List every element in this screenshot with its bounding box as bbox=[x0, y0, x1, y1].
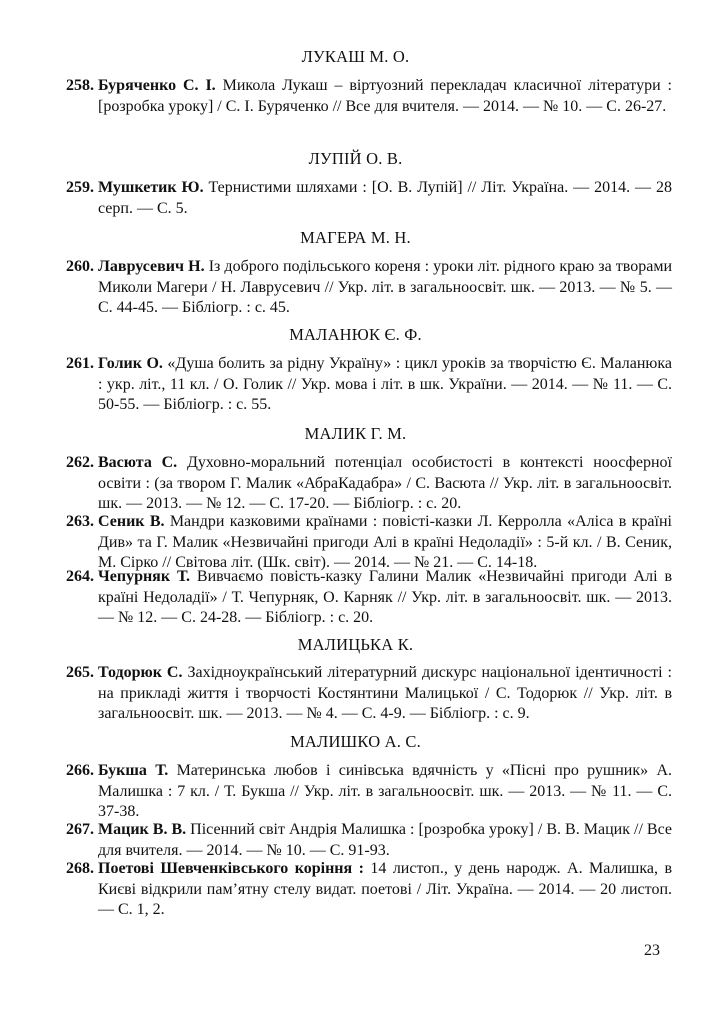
bibliography-entry bbox=[66, 354, 673, 416]
entry-text: Микола Лукаш – віртуозний перекладач класичної літератури : [розробка уроку] / С. І. Буряченко // Все для вчителя. — 2014. — № 10. — С. 26-27. bbox=[98, 77, 672, 115]
bibliography-entry bbox=[66, 76, 672, 117]
entry-number: 264. bbox=[66, 568, 94, 585]
entry-author: Чепурняк Т. bbox=[98, 568, 191, 585]
section-heading: ЛУПІЙ О. В. bbox=[308, 149, 403, 168]
entry-number: 268. bbox=[66, 860, 94, 877]
entry-number: 259. bbox=[66, 179, 94, 196]
bibliography-entry bbox=[66, 761, 672, 823]
entry-number: 261. bbox=[66, 355, 94, 372]
entry-number: 265. bbox=[66, 664, 94, 681]
entry-number: 267. bbox=[66, 821, 94, 838]
entry-number: 258. bbox=[66, 77, 94, 94]
entry-number: 263. bbox=[66, 513, 94, 530]
bibliography-entry bbox=[66, 663, 673, 725]
entry-author: Тодорюк С. bbox=[98, 664, 183, 681]
section-heading: МАЛАНЮК Є. Ф. bbox=[289, 325, 422, 344]
section-heading: МАЛИК Г. М. bbox=[304, 424, 407, 443]
section-heading: МАЛИЦЬКА К. bbox=[297, 635, 414, 654]
section-heading: ЛУКАШ М. О. bbox=[301, 47, 410, 66]
bibliography-entry bbox=[66, 567, 673, 629]
entry-author: Голик О. bbox=[98, 355, 163, 372]
entry-author: Буряченко С. І. bbox=[98, 77, 216, 94]
bibliography-entry bbox=[66, 859, 673, 921]
bibliography-entry bbox=[66, 453, 673, 515]
entry-text: Пісенний світ Андрія Малишка : [розробка уроку] / В. В. Мацик // Все для вчителя. — 2014. — № 10. — С. 91-93. bbox=[98, 821, 672, 859]
entry-text: Вивчаємо повість-казку Галини Малик «Незвичайні пригоди Алі в країні Недоладії» / Т. Чепурняк, О. Карняк // Укр. літ. в загальноосвіт. шк. — 2013. — № 12. — С. 24-28. — Бібліогр. : с. 20. bbox=[98, 568, 673, 626]
entry-text: Тернистими шляхами : [О. В. Лупій] // Літ. Україна. — 2014. — 28 серп. — С. 5. bbox=[98, 179, 672, 217]
page-number: 23 bbox=[644, 942, 660, 959]
entry-author: Мушкетик Ю. bbox=[98, 179, 204, 196]
entry-text: 14 листоп., у день народж. А. Малишка, в Києві відкрили пам’ятну стелу видат. поетові / Літ. Україна. — 2014. — 20 листоп. — С. 1, 2. bbox=[98, 860, 673, 918]
entry-author: Лаврусевич Н. bbox=[98, 258, 205, 275]
entry-author: Мацик В. В. bbox=[98, 821, 187, 838]
entry-author: Сеник В. bbox=[98, 513, 165, 530]
entry-text: Західноукраїнський літературний дискурс національної ідентичності : на прикладі життя і творчості Костянтини Малицької / С. Тодорюк // Укр. літ. в загальноосвіт. шк. — 2013. — № 4. — С. 4-9. — Бібліогр. : с. 9. bbox=[98, 664, 673, 722]
entry-text: Мандри казковими країнами : повісті-казки Л. Керролла «Аліса в країні Див» та Г. Малик «Незвичайні пригоди Алі в країні Недоладії» : 5-й кл. / В. Сеник, М. Сірко // Світова літ. (Шк. світ). — 2014. — № 21. — С. 14-18. bbox=[98, 513, 672, 571]
entry-author: Букша Т. bbox=[98, 762, 169, 779]
entry-text: «Душа болить за рідну Україну» : цикл уроків за творчістю Є. Маланюка : укр. літ., 11 кл. / О. Голик // Укр. мова і літ. в шк. України. — 2014. — № 11. — С. 50-55. — Бібліогр. : с. 55. bbox=[98, 355, 673, 413]
bibliography-entry bbox=[66, 512, 672, 574]
bibliography-entry bbox=[66, 178, 672, 219]
entry-text: Материнська любов і синівська вдячність у «Пісні про рушник» А. Малишка : 7 кл. / Т. Букша // Укр. літ. в загальноосвіт. шк. — 2013. — № 11. — С. 37-38. bbox=[98, 762, 672, 820]
entry-text: Із доброго подільського кореня : уроки літ. рідного краю за творами Миколи Магери / Н. Лаврусевич // Укр. літ. в загальноосвіт. шк. — 2013. — № 5. — С. 44-45. — Бібліогр. : с. 45. bbox=[98, 258, 673, 316]
entry-number: 260. bbox=[66, 258, 94, 275]
entry-number: 266. bbox=[66, 762, 94, 779]
section-heading: МАГЕРА М. Н. bbox=[300, 228, 411, 247]
bibliography-entry bbox=[66, 820, 672, 861]
entry-number: 262. bbox=[66, 454, 94, 471]
section-heading: МАЛИШКО А. С. bbox=[290, 732, 421, 751]
bibliography-entry bbox=[66, 257, 673, 319]
entry-author: Поетові Шевченківського коріння : bbox=[98, 860, 364, 877]
entry-author: Васюта С. bbox=[98, 454, 178, 471]
entry-text: Духовно-моральний потенціал особистості в контексті ноосферної освіти : (за твором Г. Малик «АбраКадабра» / С. Васюта // Укр. літ. в загальноосвіт. шк. — 2013. — № 12. — С. 17-20. — Бібліогр. : с. 20. bbox=[98, 454, 673, 512]
